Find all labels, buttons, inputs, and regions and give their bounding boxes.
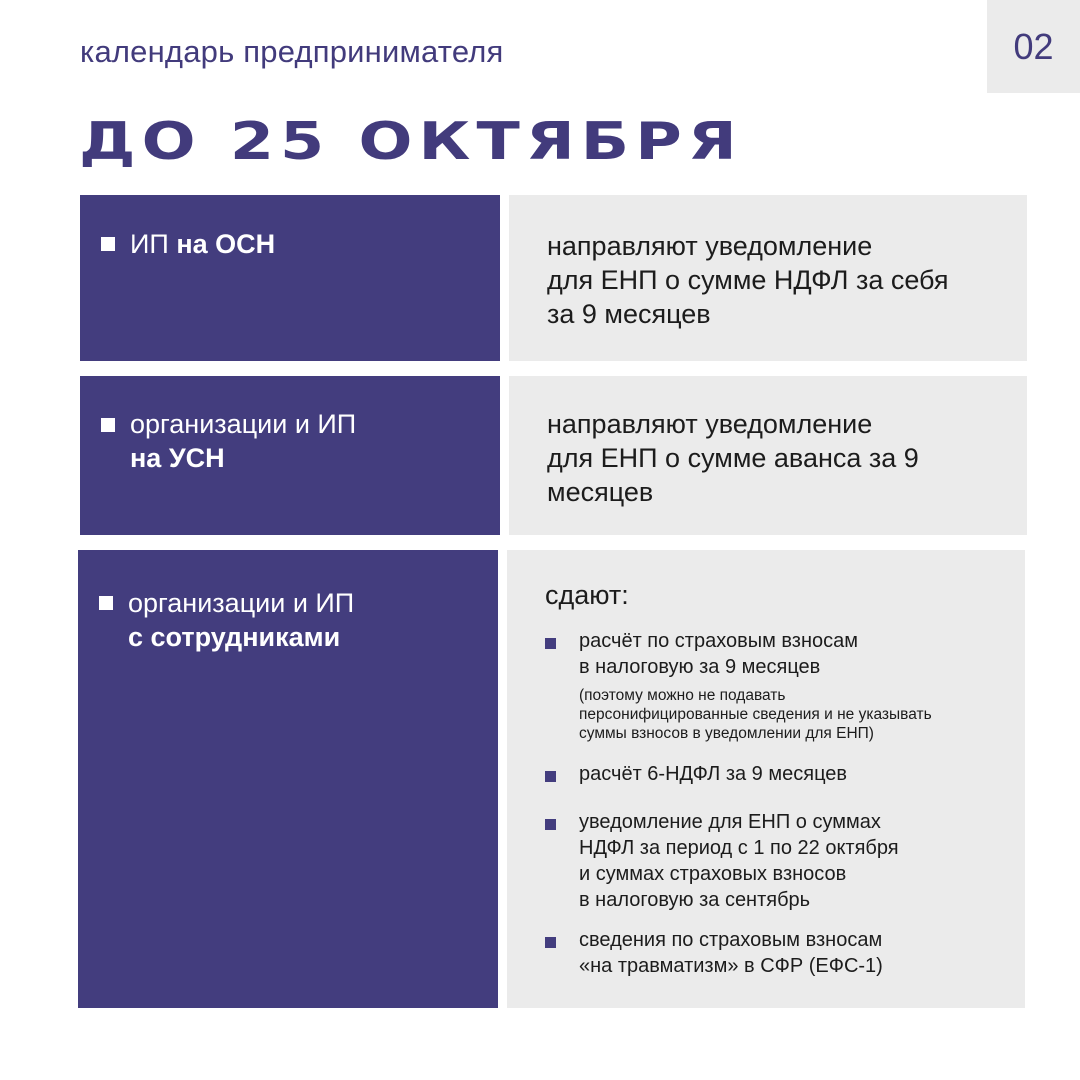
list-bullet <box>545 937 556 948</box>
row-3-bullet <box>99 596 113 610</box>
list-item-text: расчёт по страховым взносам в налоговую за 9 месяцев <box>579 630 859 678</box>
row-2-label-line2: на УСН <box>130 443 225 473</box>
list-bullet <box>545 771 556 782</box>
row-3-label-panel <box>78 550 498 1008</box>
row-3-description-panel <box>507 550 1025 1008</box>
row-2-description: направляют уведомление для ЕНП о сумме аванса за 9 месяцев <box>547 409 919 507</box>
list-item-note: (поэтому можно не подавать персонифицированные сведения и не указывать суммы взносов в уведомлении для ЕНП) <box>579 687 932 742</box>
page-number-box <box>987 0 1080 93</box>
row-3-heading: сдают: <box>545 580 629 610</box>
row-3-label-line2: с сотрудниками <box>128 622 341 652</box>
row-2-label-panel <box>80 376 500 535</box>
list-bullet <box>545 819 556 830</box>
list-item-text: сведения по страховым взносам «на травматизм» в СФР (ЕФС-1) <box>579 929 883 977</box>
row-3-label-line1: организации и ИП <box>128 588 355 618</box>
list-item-text: уведомление для ЕНП о суммах НДФЛ за период с 1 по 22 октября и суммах страховых взносов в налоговую за сентябрь <box>579 811 899 911</box>
page-subtitle: календарь предпринимателя <box>80 34 504 69</box>
row-1-bullet <box>101 237 115 251</box>
row-1-description: направляют уведомление для ЕНП о сумме НДФЛ за себя за 9 месяцев <box>547 231 949 329</box>
row-1-label-panel <box>80 195 500 361</box>
row-1-label-bold: на ОСН <box>176 229 276 259</box>
list-bullet <box>545 638 556 649</box>
page-number: 02 <box>1013 25 1054 67</box>
page-title: ДО 25 ОКТЯБРЯ <box>79 112 743 172</box>
row-2-label-line1: организации и ИП <box>130 409 357 439</box>
row-1-label <box>130 227 275 261</box>
row-1-label-normal: ИП <box>130 229 177 259</box>
row-2-description-panel <box>509 376 1027 535</box>
row-2-bullet <box>101 418 115 432</box>
list-item-text: расчёт 6-НДФЛ за 9 месяцев <box>579 763 848 785</box>
row-1-description-panel <box>509 195 1027 361</box>
